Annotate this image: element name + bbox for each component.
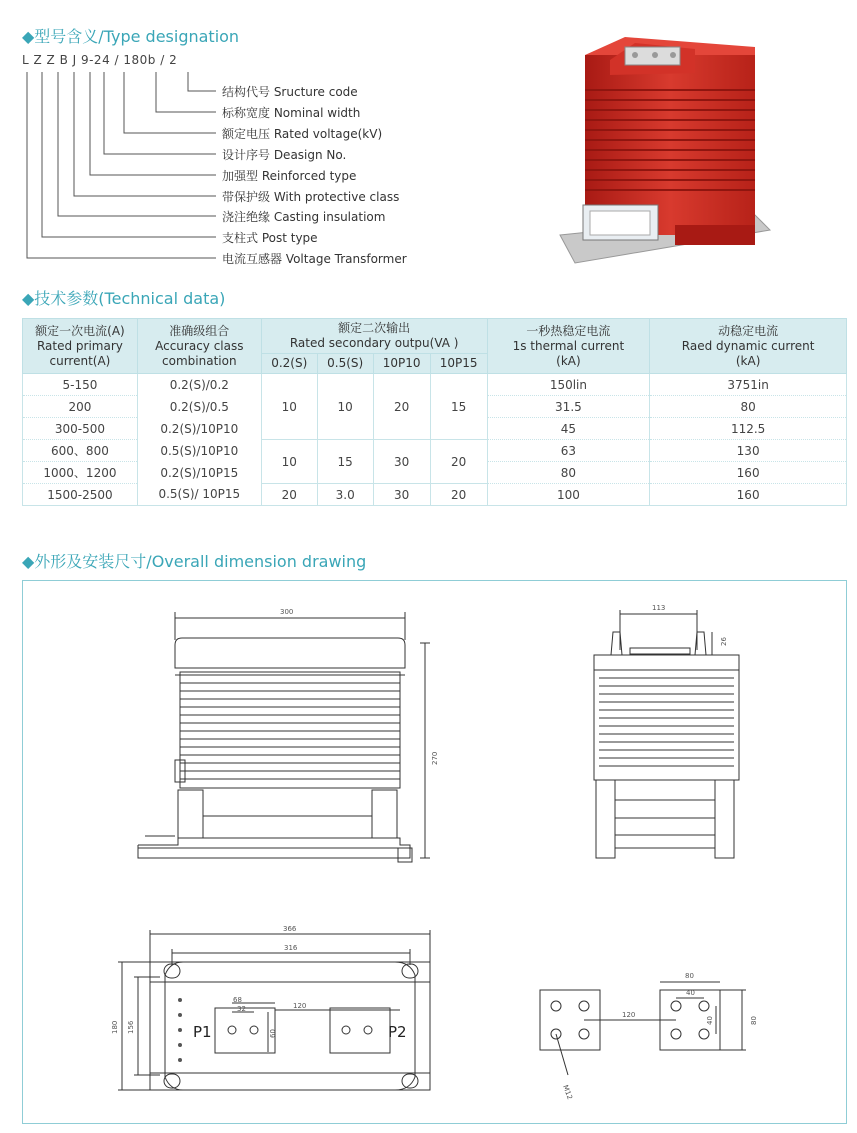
cell-accuracy: 0.5(S)/10P10 <box>137 440 261 462</box>
cell-thermal: 31.5 <box>487 396 650 418</box>
dim-base-60: 60 <box>269 1029 277 1038</box>
dim-base-h-inner: 156 <box>127 1020 135 1034</box>
dim-base-32: 32 <box>237 1005 246 1013</box>
label-thread: M12 <box>561 1083 574 1101</box>
dim-base-outer: 366 <box>283 925 297 933</box>
cell-primary: 1000、1200 <box>23 462 138 484</box>
cell-output: 10 <box>261 440 317 484</box>
cell-accuracy: 0.5(S)/ 10P15 <box>137 484 261 506</box>
label-p2: P2 <box>388 1023 407 1041</box>
dim-side-width: 113 <box>652 604 666 612</box>
header-sub-10p15: 10P15 <box>430 354 487 374</box>
cell-output: 20 <box>430 440 487 484</box>
dim-front-width: 300 <box>280 608 294 616</box>
cell-output: 3.0 <box>317 484 373 506</box>
cell-primary: 200 <box>23 396 138 418</box>
cell-output: 20 <box>430 484 487 506</box>
cell-output: 10 <box>317 374 373 440</box>
dim-base-68: 68 <box>233 996 242 1004</box>
header-rated-primary: 额定一次电流(A) Rated primary current(A) <box>23 319 138 374</box>
cell-output: 15 <box>317 440 373 484</box>
legend-item-nominal-width: 标称宽度 Nominal width <box>222 106 361 120</box>
cell-accuracy: 0.2(S)/0.5 <box>137 396 261 418</box>
cell-dynamic: 130 <box>650 440 847 462</box>
cell-primary: 1500-2500 <box>23 484 138 506</box>
legend-item-protective: 带保护级 With protective class <box>222 190 400 204</box>
dim-side-top: 26 <box>720 637 728 646</box>
cell-dynamic: 160 <box>650 484 847 506</box>
cell-output: 15 <box>430 374 487 440</box>
cell-output: 20 <box>261 484 317 506</box>
cell-output: 30 <box>373 440 430 484</box>
cell-thermal: 80 <box>487 462 650 484</box>
label-p1: P1 <box>193 1023 212 1041</box>
cell-dynamic: 80 <box>650 396 847 418</box>
cell-output: 10 <box>261 374 317 440</box>
header-accuracy-class: 准确级组合 Accuracy class combination <box>137 319 261 374</box>
dim-holes-h40: 40 <box>706 1016 714 1025</box>
cell-thermal: 100 <box>487 484 650 506</box>
header-thermal-current: 一秒热稳定电流 1s thermal current (kA) <box>487 319 650 374</box>
dim-holes-h80: 80 <box>750 1016 758 1025</box>
dim-base-inner: 316 <box>284 944 298 952</box>
legend-item-post-type: 支柱式 Post type <box>222 231 318 245</box>
cell-primary: 5-150 <box>23 374 138 396</box>
header-sub-10p10: 10P10 <box>373 354 430 374</box>
dim-holes-40: 40 <box>686 989 695 997</box>
cell-thermal: 45 <box>487 418 650 440</box>
legend-item-rated-voltage: 额定电压 Rated voltage(kV) <box>222 127 383 141</box>
legend-item-design-no: 设计序号 Deasign No. <box>222 148 347 162</box>
header-sub-05s: 0.5(S) <box>317 354 373 374</box>
dim-base-120: 120 <box>293 1002 307 1010</box>
dim-holes-80: 80 <box>685 972 694 980</box>
legend-item-casting: 浇注绝缘 Casting insulatiom <box>222 210 386 224</box>
header-secondary-output: 额定二次输出 Rated secondary outpu(VA ) <box>261 319 487 354</box>
cell-dynamic: 160 <box>650 462 847 484</box>
cell-primary: 600、800 <box>23 440 138 462</box>
cell-accuracy: 0.2(S)/0.2 <box>137 374 261 396</box>
cell-accuracy: 0.2(S)/10P10 <box>137 418 261 440</box>
technical-data-title: ◆技术参数(Technical data) <box>22 289 226 308</box>
cell-output: 30 <box>373 484 430 506</box>
cell-thermal: 63 <box>487 440 650 462</box>
cell-dynamic: 112.5 <box>650 418 847 440</box>
header-dynamic-current: 动稳定电流 Raed dynamic current (kA) <box>650 319 847 374</box>
legend-item-transformer: 电流互感器 Voltage Transformer <box>222 252 407 266</box>
cell-primary: 300-500 <box>23 418 138 440</box>
cell-thermal: 150lin <box>487 374 650 396</box>
dim-base-h-outer: 180 <box>111 1020 119 1034</box>
type-designation-title: ◆型号含义/Type designation <box>22 27 240 46</box>
model-code: L Z Z B J 9-24 / 180b / 2 <box>22 53 178 67</box>
cell-output: 20 <box>373 374 430 440</box>
overall-dimension-title: ◆外形及安装尺寸/Overall dimension drawing <box>22 552 367 571</box>
cell-accuracy: 0.2(S)/10P15 <box>137 462 261 484</box>
cell-dynamic: 3751in <box>650 374 847 396</box>
legend-item-reinforced: 加强型 Reinforced type <box>222 169 357 183</box>
header-sub-02s: 0.2(S) <box>261 354 317 374</box>
dim-holes-120: 120 <box>622 1011 636 1019</box>
dim-front-height: 270 <box>431 751 439 765</box>
legend-item-structure-code: 结构代号 Sructure code <box>222 85 358 99</box>
